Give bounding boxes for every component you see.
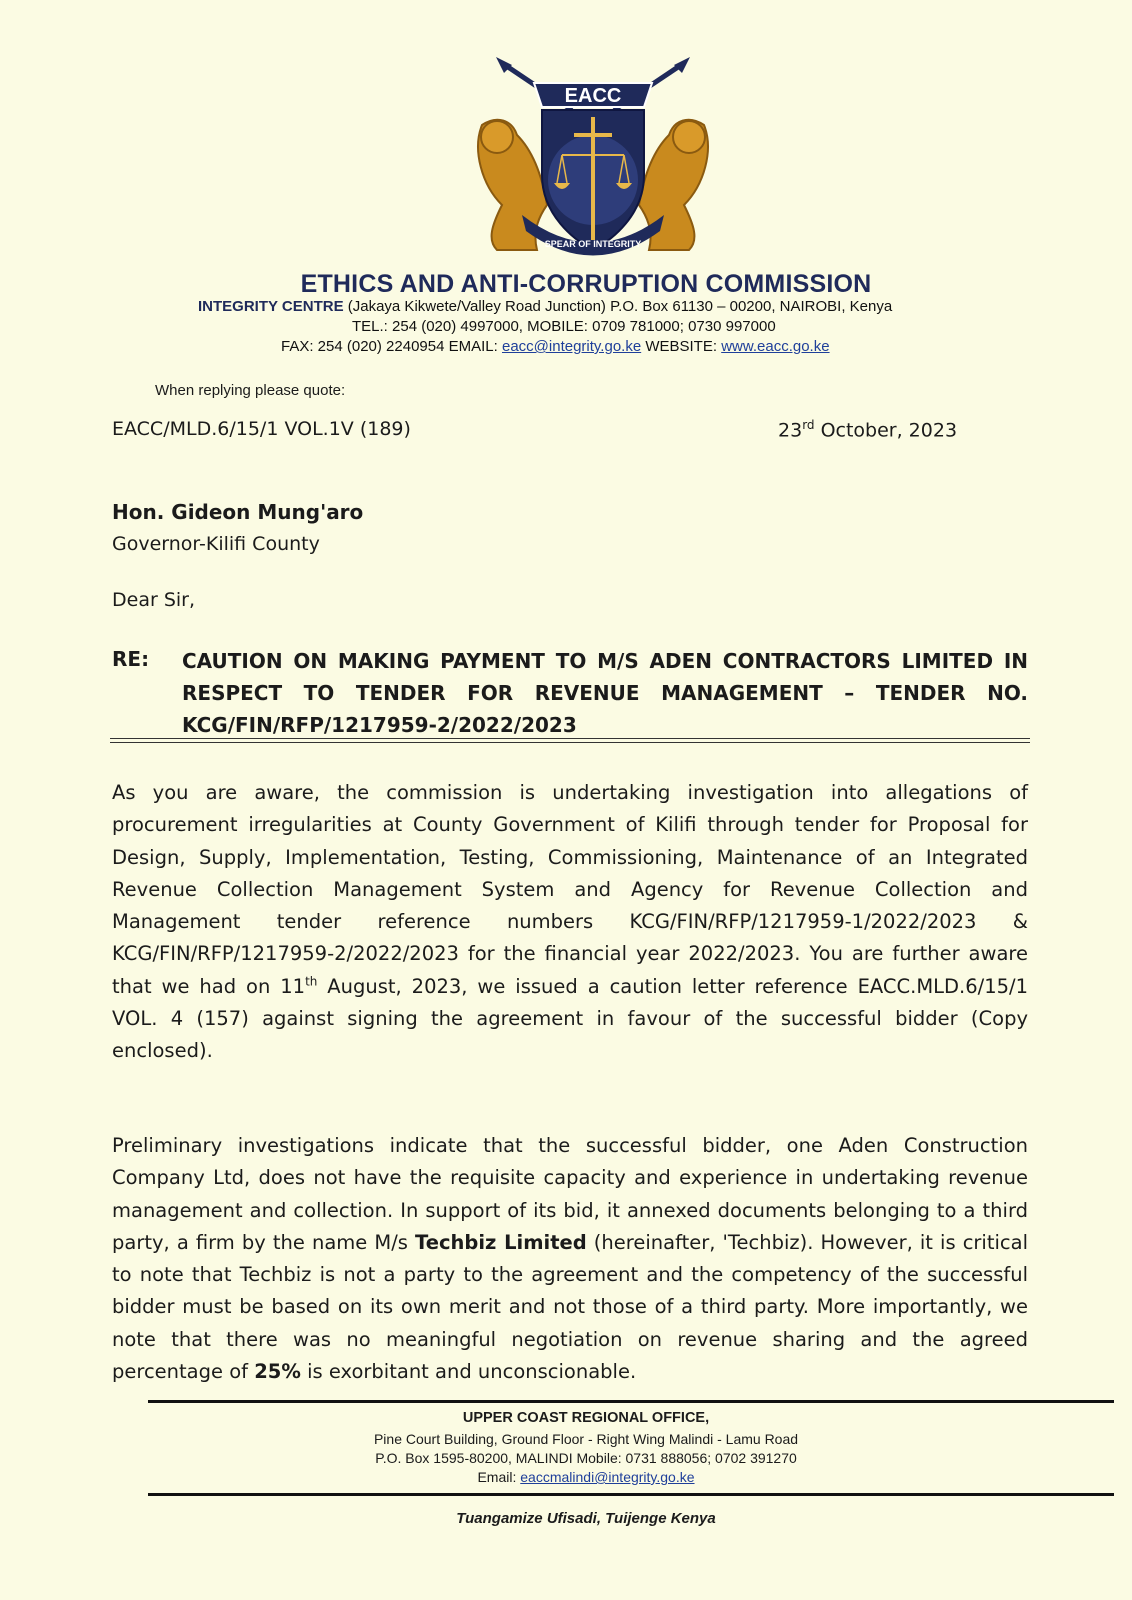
addressee-title: Governor-Kilifi County [112,533,320,555]
paragraph-1-text-end: August, 2023, we issued a caution letter reference EACC.MLD.6/15/1 VOL. 4 (157) against signing the agreement in favour of the successful bidder (Copy enclosed). [112,974,1028,1063]
footer-email-prefix: Email: [477,1469,521,1485]
paragraph-2-part3: is exorbitant and unconscionable. [300,1360,637,1384]
subject-divider-second [110,742,1030,743]
logo-text: EACC [564,85,622,107]
footer-email-link[interactable]: eaccmalindi@integrity.go.ke [520,1469,695,1485]
paragraph-1-text: As you are aware, the commission is undertaking investigation into allegations of procurement irregularities at County Government of Kilifi through tender for Proposal for Design, Supply, Implementation, Testing, Commissioning, Maintenance of an Integrated Revenue Collection Management System and Agency for Revenue Collection and Management tender reference numbers KCG/FIN/RFP/1217959-1/2022/2023 & KCG/FIN/RFP/1217959-2/2022/2023 for the financial year 2022/2023. You are further aware that we had on 11 [112,781,1028,998]
footer-address: Pine Court Building, Ground Floor - Right Wing Malindi - Lamu Road [373,1431,799,1447]
eacc-logo [462,55,724,265]
addressee-name: Hon. Gideon Mung'aro [112,500,364,524]
paragraph-1 [112,777,1028,1068]
letter-date [778,418,957,441]
paragraph-2-part2: (hereinafter, 'Techbiz). However, it is critical to note that Techbiz is not a party to the agreement and the competency of the successful bidder must be based on its own merit and not those of a third party. More importantly, we note that there was no meaningful negotiation on revenue sharing and the agreed percentage of [112,1230,1029,1384]
website-prefix: WEBSITE: [641,338,722,355]
paragraph-1-sup: th [305,974,318,989]
footer-top-rule [148,1400,1114,1403]
footer-office: UPPER COAST REGIONAL OFFICE, [462,1410,710,1426]
subject-label: RE: [112,647,150,671]
website-link[interactable]: www.eacc.go.ke [721,338,830,355]
footer-email-line [0,1469,1132,1485]
address-rest: (Jakaya Kikwete/Valley Road Junction) P.O. Box 61130 – 00200, NAIROBI, Kenya [343,298,893,315]
date-rest: October, 2023 [814,419,958,442]
paragraph-2 [112,1130,1028,1388]
subject-text: CAUTION ON MAKING PAYMENT TO M/S ADEN CONTRACTORS LIMITED IN RESPECT TO TENDER FOR REVENUE MANAGEMENT – TENDER NO. KCG/FIN/RFP/1217959-2/2022/2023 [182,649,1028,737]
address-bold: INTEGRITY CENTRE [198,298,344,315]
fax-line [281,338,830,355]
reply-note: When replying please quote: [155,382,346,399]
footer-pobox: P.O. Box 1595-80200, MALINDI Mobile: 0731 888056; 0702 391270 [375,1450,797,1466]
paragraph-2-bold-company: Techbiz Limited [415,1230,587,1254]
logo-motto: SPEAR OF INTEGRITY [544,239,642,249]
email-link[interactable]: eacc@integrity.go.ke [501,338,642,355]
tel-line: TEL.: 254 (020) 4997000, MOBILE: 0709 781000; 0730 997000 [352,318,776,335]
org-name: ETHICS AND ANTI-CORRUPTION COMMISSION [300,270,872,298]
salutation: Dear Sir, [112,589,196,611]
footer-motto: Tuangamize Ufisadi, Tuijenge Kenya [456,1510,716,1527]
address-line [198,298,892,315]
reference-number: EACC/MLD.6/15/1 VOL.1V (189) [112,418,411,440]
paragraph-2-part1: Preliminary investigations indicate that the successful bidder, one Aden Construction Company Ltd, does not have the requisite capacity and experience in undertaking revenue management and collection. In support of its bid, it annexed documents belonging to a third party, a firm by the name M/s [112,1134,1028,1254]
footer-bottom-rule [148,1493,1114,1496]
fax-prefix: FAX: 254 (020) 2240954 EMAIL: [281,338,502,355]
date-day: 23 [778,419,803,442]
paragraph-2-bold-percentage: 25% [254,1360,301,1384]
subject-divider [110,738,1030,739]
date-suffix: rd [802,418,815,432]
